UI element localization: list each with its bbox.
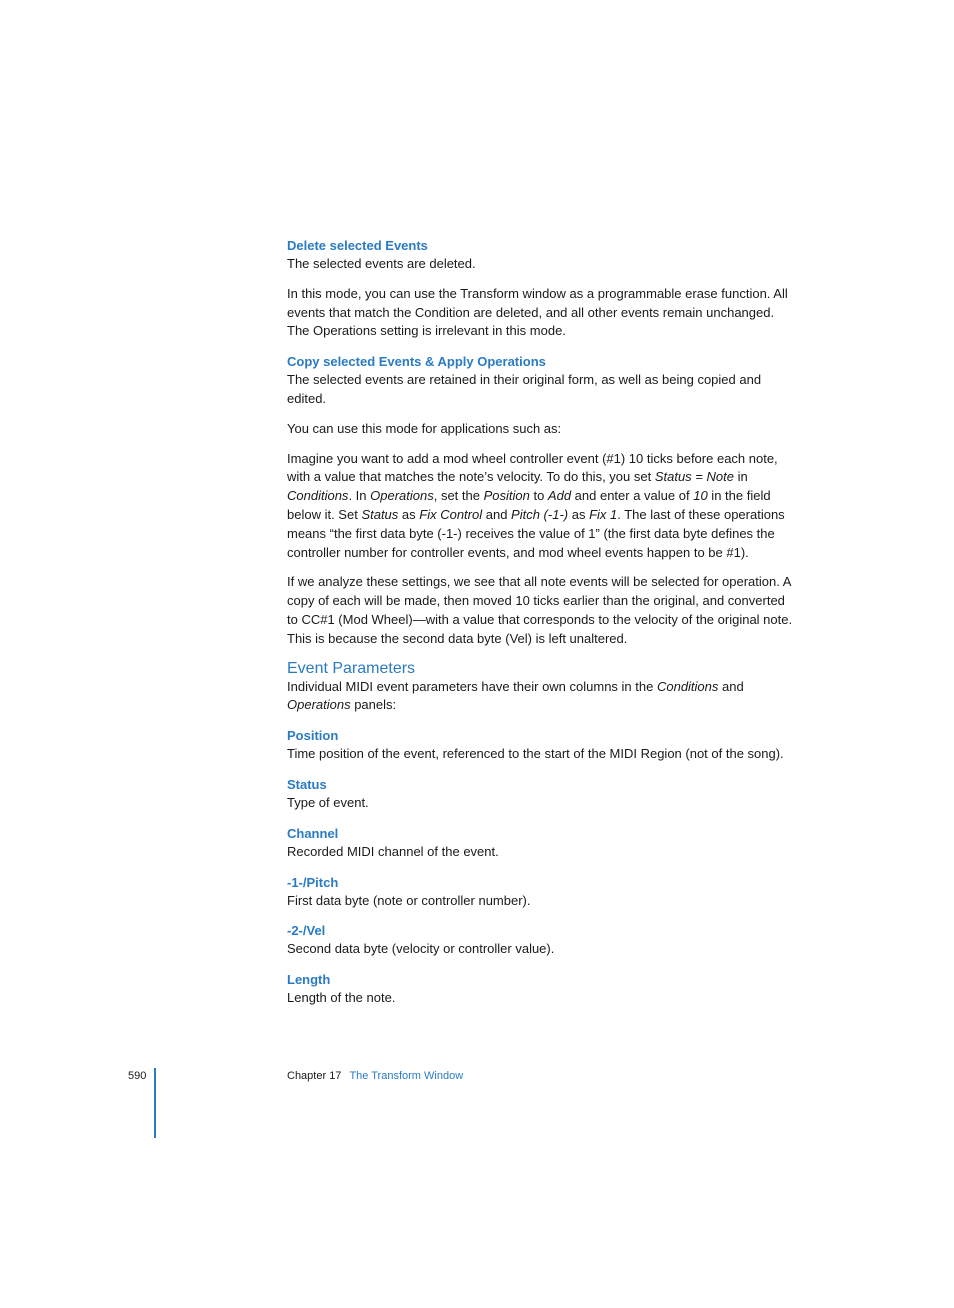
paragraph: In this mode, you can use the Transform window as a programmable erase function. All events that match the Condition are deleted, and all other events remain unchanged. The Operations setting is irrelevant in this mode. <box>287 285 788 339</box>
page-number: 590 <box>128 1070 147 1082</box>
paragraph-example: Imagine you want to add a mod wheel controller event (#1) 10 ticks before each note, with a value that matches the note’s velocity. To do this, you set Status = Note in Conditions. In Operations, set the Position to Add and enter a value of 10 in the field below it. Set Status as Fix Control and Pitch (-1-) as Fix 1. The last of these operations means “the first data byte (-1-) receives the value of 1” (the first data byte defines the controller number for controller events, and mod wheel events happen to be #1). <box>287 450 785 560</box>
paragraph: Second data byte (velocity or controller value). <box>287 941 555 957</box>
paragraph: Length of the note. <box>287 990 396 1006</box>
subheading-status: Status <box>287 776 327 792</box>
subheading-channel: Channel <box>287 825 339 841</box>
paragraph: If we analyze these settings, we see that all note events will be selected for operation. A copy of each will be made, then moved 10 ticks earlier than the original, and converted to CC#1 (Mod Wheel)—with a value that corresponds to the velocity of the original note. This is because the second data byte (Vel) is left unaltered. <box>287 574 793 646</box>
subheading-delete-selected-events: Delete selected Events <box>287 238 428 253</box>
subheading-vel: -2-/Vel <box>287 923 326 939</box>
chapter-title: The Transform Window <box>349 1070 464 1082</box>
paragraph: Time position of the event, referenced to the start of the MIDI Region (not of the song). <box>287 746 784 762</box>
paragraph: Recorded MIDI channel of the event. <box>287 843 499 859</box>
page-content <box>287 236 799 1008</box>
subheading-copy-selected-events: Copy selected Events & Apply Operations <box>287 354 546 370</box>
section-heading-event-parameters: Event Parameters <box>287 659 416 677</box>
chapter-label: Chapter 17 <box>287 1070 342 1082</box>
paragraph-intro: Individual MIDI event parameters have their own columns in the Conditions and Operations panels: <box>287 678 744 713</box>
subheading-length: Length <box>287 972 331 988</box>
paragraph: Type of event. <box>287 794 369 810</box>
chapter-footer <box>287 1070 463 1082</box>
subheading-position: Position <box>287 728 339 744</box>
paragraph: You can use this mode for applications such as: <box>287 420 562 436</box>
footer-divider <box>154 1068 156 1138</box>
paragraph: The selected events are deleted. <box>287 256 476 271</box>
paragraph: First data byte (note or controller number). <box>287 892 531 908</box>
paragraph: The selected events are retained in their original form, as well as being copied and edited. <box>287 372 762 406</box>
subheading-pitch: -1-/Pitch <box>287 874 339 890</box>
